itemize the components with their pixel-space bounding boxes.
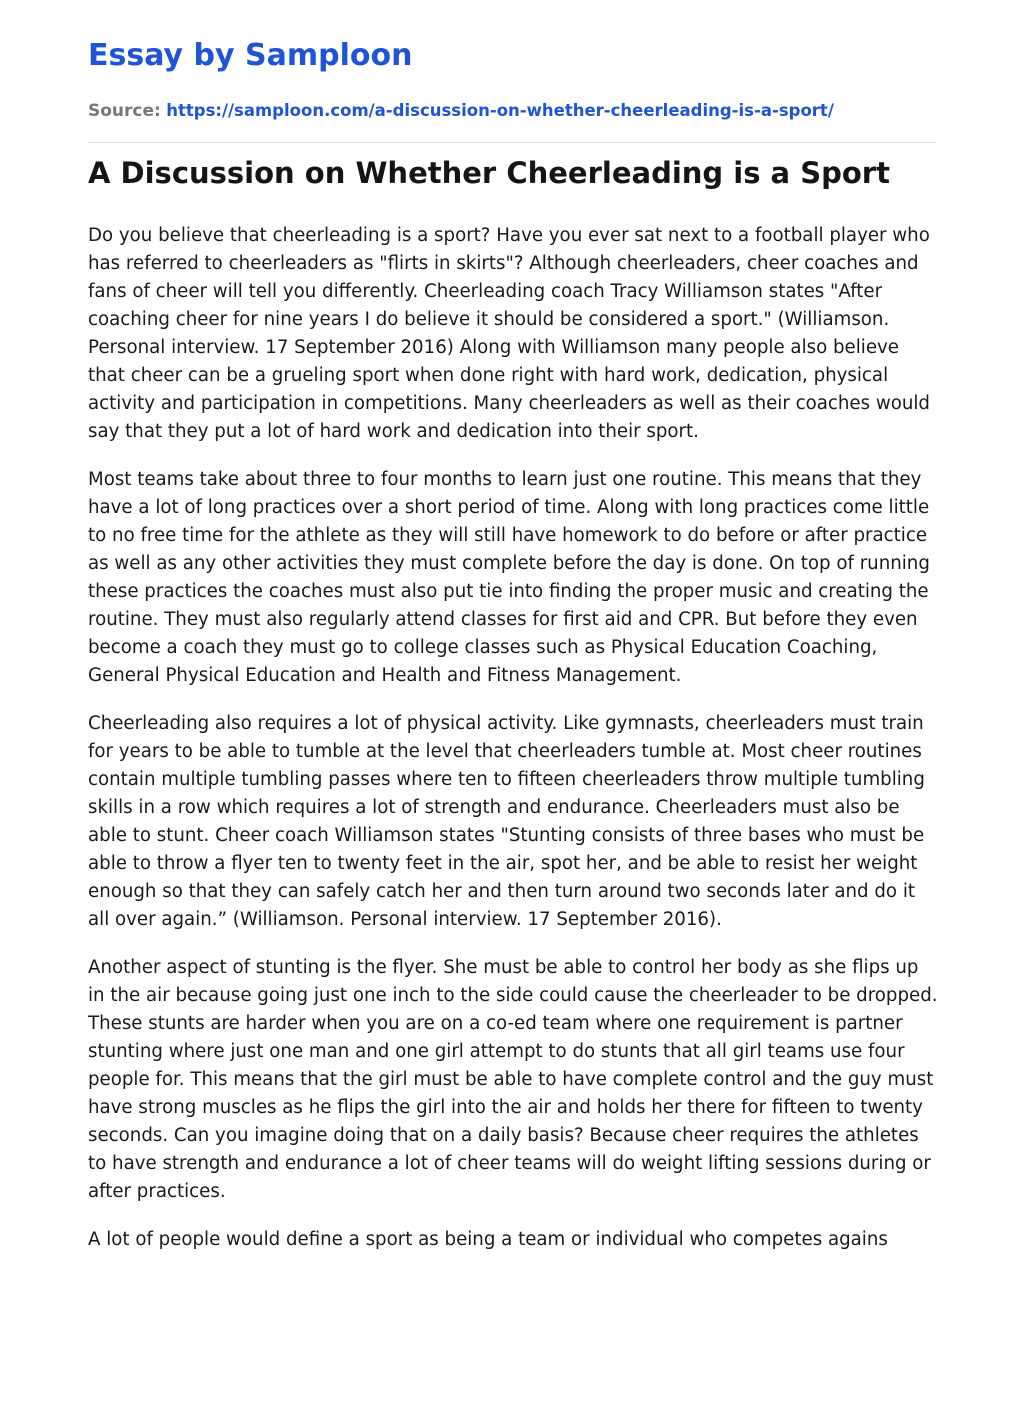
source-label: Source: [88,101,161,121]
essay-paragraph-3: Cheerleading also requires a lot of physical activity. Like gymnasts, cheerleaders must train for years to be able to tumble at the level that cheerleaders tumble at. Most cheer routines contain multiple tumbling passes where ten to fifteen cheerleaders throw multiple tumbling skills in a row which requires a lot of strength and endurance. Cheerleaders must also be able to stunt. Cheer coach Williamson states "Stunting consists of three bases who must be able to throw a flyer ten to twenty feet in the air, spot her, and be able to resist her weight enough so that they can safely catch her and then turn around two seconds later and do it all over again.” (Williamson. Personal interview. 17 September 2016). [88,713,925,930]
site-brand: Essay by Samploon [88,38,413,73]
essay-paragraph-1: Do you believe that cheerleading is a sport? Have you ever sat next to a football player who has referred to cheerleaders as "flirts in skirts"? Although cheerleaders, cheer coaches and fans of cheer will tell you differently. Cheerleading coach Tracy Williamson states "After coaching cheer for nine years I do believe it should be considered a sport." (Williamson. Personal interview. 17 September 2016) Along with Williamson many people also believe that cheer can be a grueling sport when done right with hard work, dedication, physical activity and participation in competitions. Many cheerleaders as well as their coaches would say that they put a lot of hard work and dedication into their sport. [88,225,930,442]
essay-paragraph-2: Most teams take about three to four months to learn just one routine. This means that they have a lot of long practices over a short period of time. Along with long practices come little to no free time for the athlete as they will still have homework to do before or after practice as well as any other activities they must complete before the day is done. On top of running these practices the coaches must also put tie into finding the proper music and creating the routine. They must also regularly attend classes for first aid and CPR. But before they even become a coach they must go to college classes such as Physical Education Coaching, General Physical Education and Health and Fitness Management. [88,469,930,686]
essay-body [88,222,938,1274]
essay-paragraph-4: Another aspect of stunting is the flyer. She must be able to control her body as she flips up in the air because going just one inch to the side could cause the cheerleader to be dropped. These stunts are harder when you are on a co-ed team where one requirement is partner stunting where just one man and one girl attempt to do stunts that all girl teams use four people for. This means that the girl must be able to have complete control and the guy must have strong muscles as he flips the girl into the air and holds her there for fifteen to twenty seconds. Can you imagine doing that on a daily basis? Because cheer requires the athletes to have strength and endurance a lot of cheer teams will do weight lifting sessions during or after practices. [88,957,938,1202]
essay-title: A Discussion on Whether Cheerleading is a Sport [88,156,890,190]
source-link[interactable]: https://samploon.com/a-discussion-on-whether-cheerleading-is-a-sport/ [166,101,834,120]
essay-paragraph-5: A lot of people would define a sport as being a team or individual who competes agains [88,1229,888,1250]
header-divider [88,142,936,143]
source-line [88,101,834,121]
